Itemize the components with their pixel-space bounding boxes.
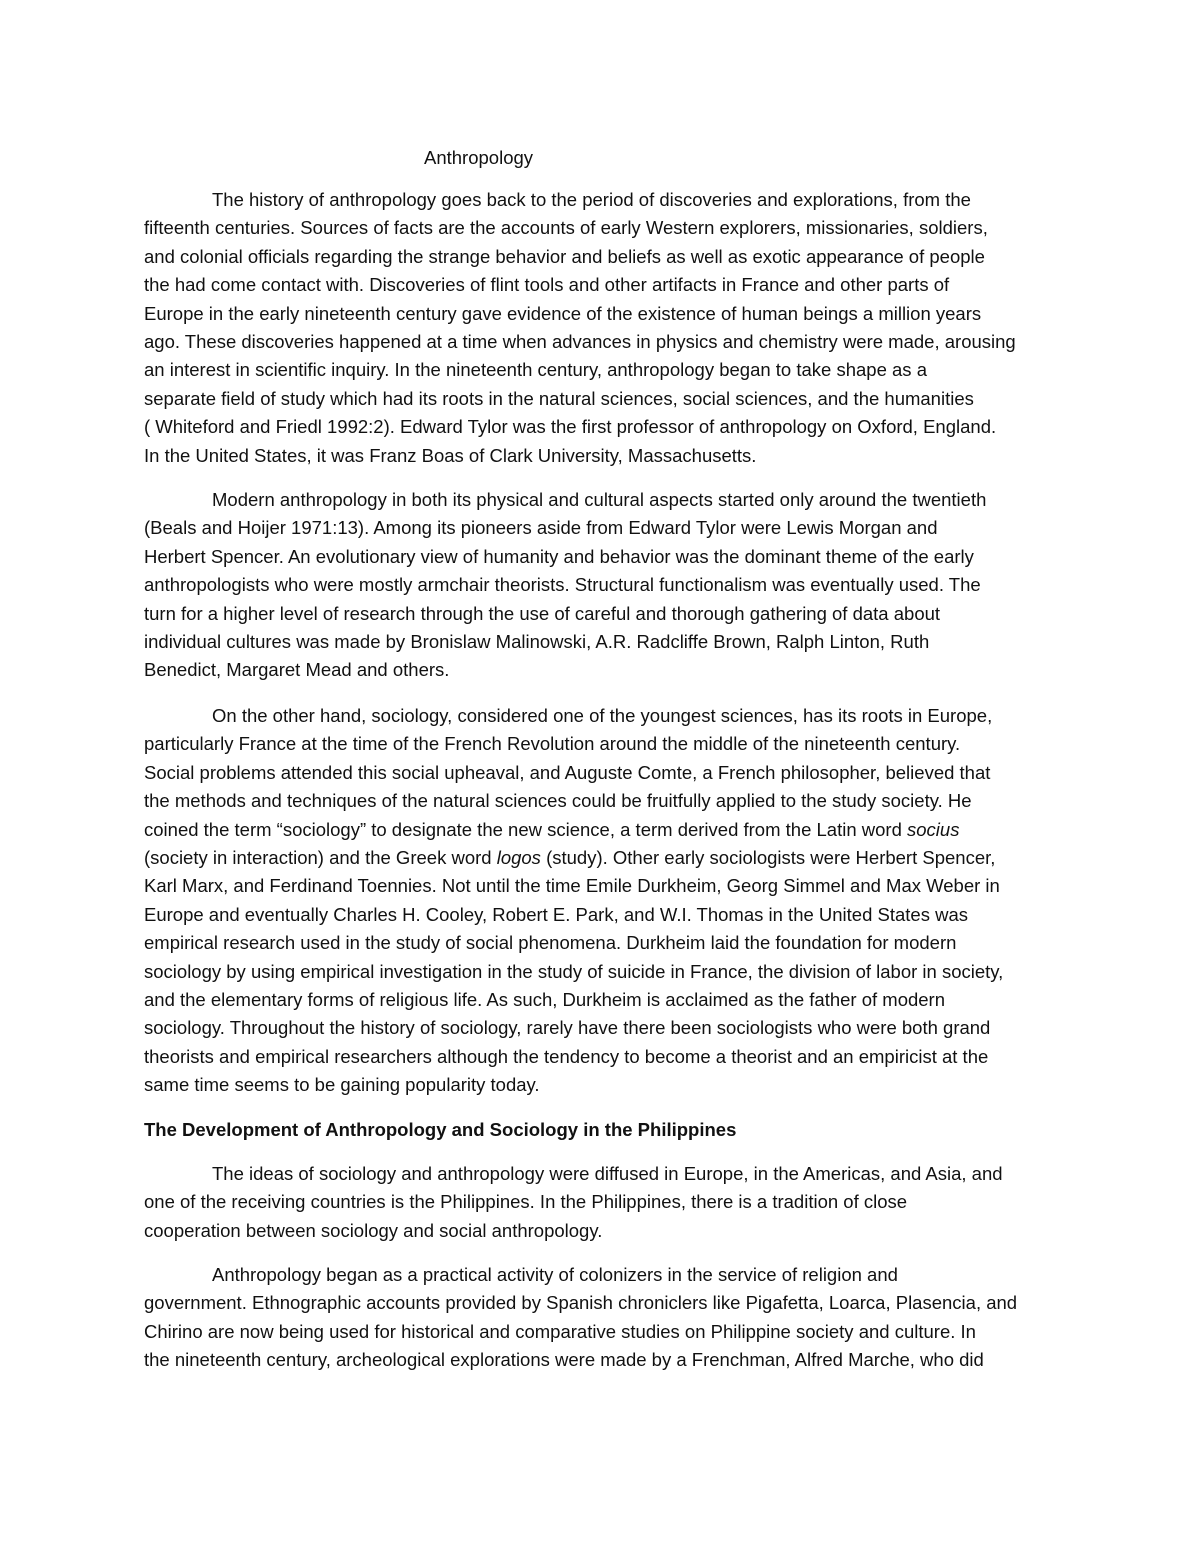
text-line: sociology. Throughout the history of sociology, rarely have there been sociologists who were both grand [144, 1017, 991, 1039]
text-line: ( Whiteford and Friedl 1992:2). Edward Tylor was the first professor of anthropology on Oxford, England. [144, 416, 997, 438]
text-line: sociology by using empirical investigation in the study of suicide in France, the division of labor in society, [144, 960, 1004, 982]
paragraph-sociology-history [144, 702, 1059, 1100]
text-segment: (society in interaction) and the Greek word [144, 847, 497, 869]
paragraph-anthropology-history [144, 186, 1059, 470]
text-line: Chirino are now being used for historical and comparative studies on Philippine society and culture. In [144, 1320, 976, 1342]
text-line: Europe and eventually Charles H. Cooley, Robert E. Park, and W.I. Thomas in the United States was [144, 903, 969, 925]
text-line: the had come contact with. Discoveries of flint tools and other artifacts in France and other parts of [144, 274, 950, 296]
text-line: Benedict, Margaret Mead and others. [144, 659, 450, 681]
text-line: particularly France at the time of the French Revolution around the middle of the nineteenth century. [144, 733, 961, 755]
text-line: Karl Marx, and Ferdinand Toennies. Not until the time Emile Durkheim, Georg Simmel and Max Weber in [144, 875, 1000, 897]
text-line: Herbert Spencer. An evolutionary view of humanity and behavior was the dominant theme of the early [144, 545, 974, 567]
text-line: and colonial officials regarding the strange behavior and beliefs as well as exotic appearance of people [144, 245, 985, 267]
text-line [144, 844, 1059, 872]
text-line: Modern anthropology in both its physical and cultural aspects started only around the twentieth [212, 489, 987, 510]
text-line: an interest in scientific inquiry. In the nineteenth century, anthropology began to take shape as a [144, 359, 927, 381]
text-line: The history of anthropology goes back to the period of discoveries and explorations, from the [212, 189, 971, 210]
text-line: (Beals and Hoijer 1971:13). Among its pioneers aside from Edward Tylor were Lewis Morgan and [144, 517, 938, 539]
text-line: ago. These discoveries happened at a time when advances in physics and chemistry were made, arousing [144, 331, 1016, 353]
text-line: one of the receiving countries is the Philippines. In the Philippines, there is a tradition of close [144, 1191, 908, 1213]
paragraph-ideas-diffused [144, 1160, 1059, 1245]
text-line: anthropologists who were mostly armchair theorists. Structural functionalism was eventually used. The [144, 574, 981, 596]
text-line: Social problems attended this social upheaval, and Auguste Comte, a French philosopher, believed that [144, 761, 991, 783]
text-line: separate field of study which had its roots in the natural sciences, social sciences, and the humanities [144, 387, 974, 409]
text-line [144, 816, 1059, 844]
text-line: same time seems to be gaining popularity today. [144, 1074, 540, 1096]
text-line: and the elementary forms of religious life. As such, Durkheim is acclaimed as the father of modern [144, 989, 946, 1011]
text-segment: coined the term “sociology” to designate the new science, a term derived from the Latin word [144, 818, 907, 840]
text-line: Europe in the early nineteenth century gave evidence of the existence of human beings a million years [144, 302, 982, 324]
text-line: fifteenth centuries. Sources of facts are the accounts of early Western explorers, missionaries, soldiers, [144, 217, 988, 239]
section-heading: The Development of Anthropology and Sociology in the Philippines [144, 1119, 737, 1140]
text-line: cooperation between sociology and social anthropology. [144, 1219, 603, 1241]
text-line: The ideas of sociology and anthropology were diffused in Europe, in the Americas, and Asia, and [212, 1163, 1003, 1184]
text-line: Anthropology began as a practical activity of colonizers in the service of religion and [212, 1264, 898, 1285]
text-line: government. Ethnographic accounts provided by Spanish chroniclers like Pigafetta, Loarca, Plasencia, and [144, 1292, 1018, 1314]
paragraph-practical-activity [144, 1261, 1059, 1375]
text-line: theorists and empirical researchers although the tendency to become a theorist and an empiricist at the [144, 1045, 989, 1067]
text-segment: (study). Other early sociologists were Herbert Spencer, [540, 847, 996, 869]
text-line: In the United States, it was Franz Boas of Clark University, Massachusetts. [144, 444, 757, 466]
text-line: turn for a higher level of research through the use of careful and thorough gathering of data about [144, 602, 941, 624]
italic-term: socius [907, 818, 960, 840]
text-line: empirical research used in the study of social phenomena. Durkheim laid the foundation for modern [144, 932, 957, 954]
text-line: the methods and techniques of the natural sciences could be fruitfully applied to the study society. He [144, 790, 972, 812]
text-line: the nineteenth century, archeological explorations were made by a Frenchman, Alfred Marche, who did [144, 1349, 984, 1371]
italic-term: logos [496, 847, 541, 869]
page-title: Anthropology [424, 147, 534, 168]
text-line: On the other hand, sociology, considered one of the youngest sciences, has its roots in Europe, [212, 705, 993, 726]
text-line: individual cultures was made by Bronislaw Malinowski, A.R. Radcliffe Brown, Ralph Linton, Ruth [144, 631, 930, 653]
paragraph-modern-anthropology [144, 486, 1059, 685]
